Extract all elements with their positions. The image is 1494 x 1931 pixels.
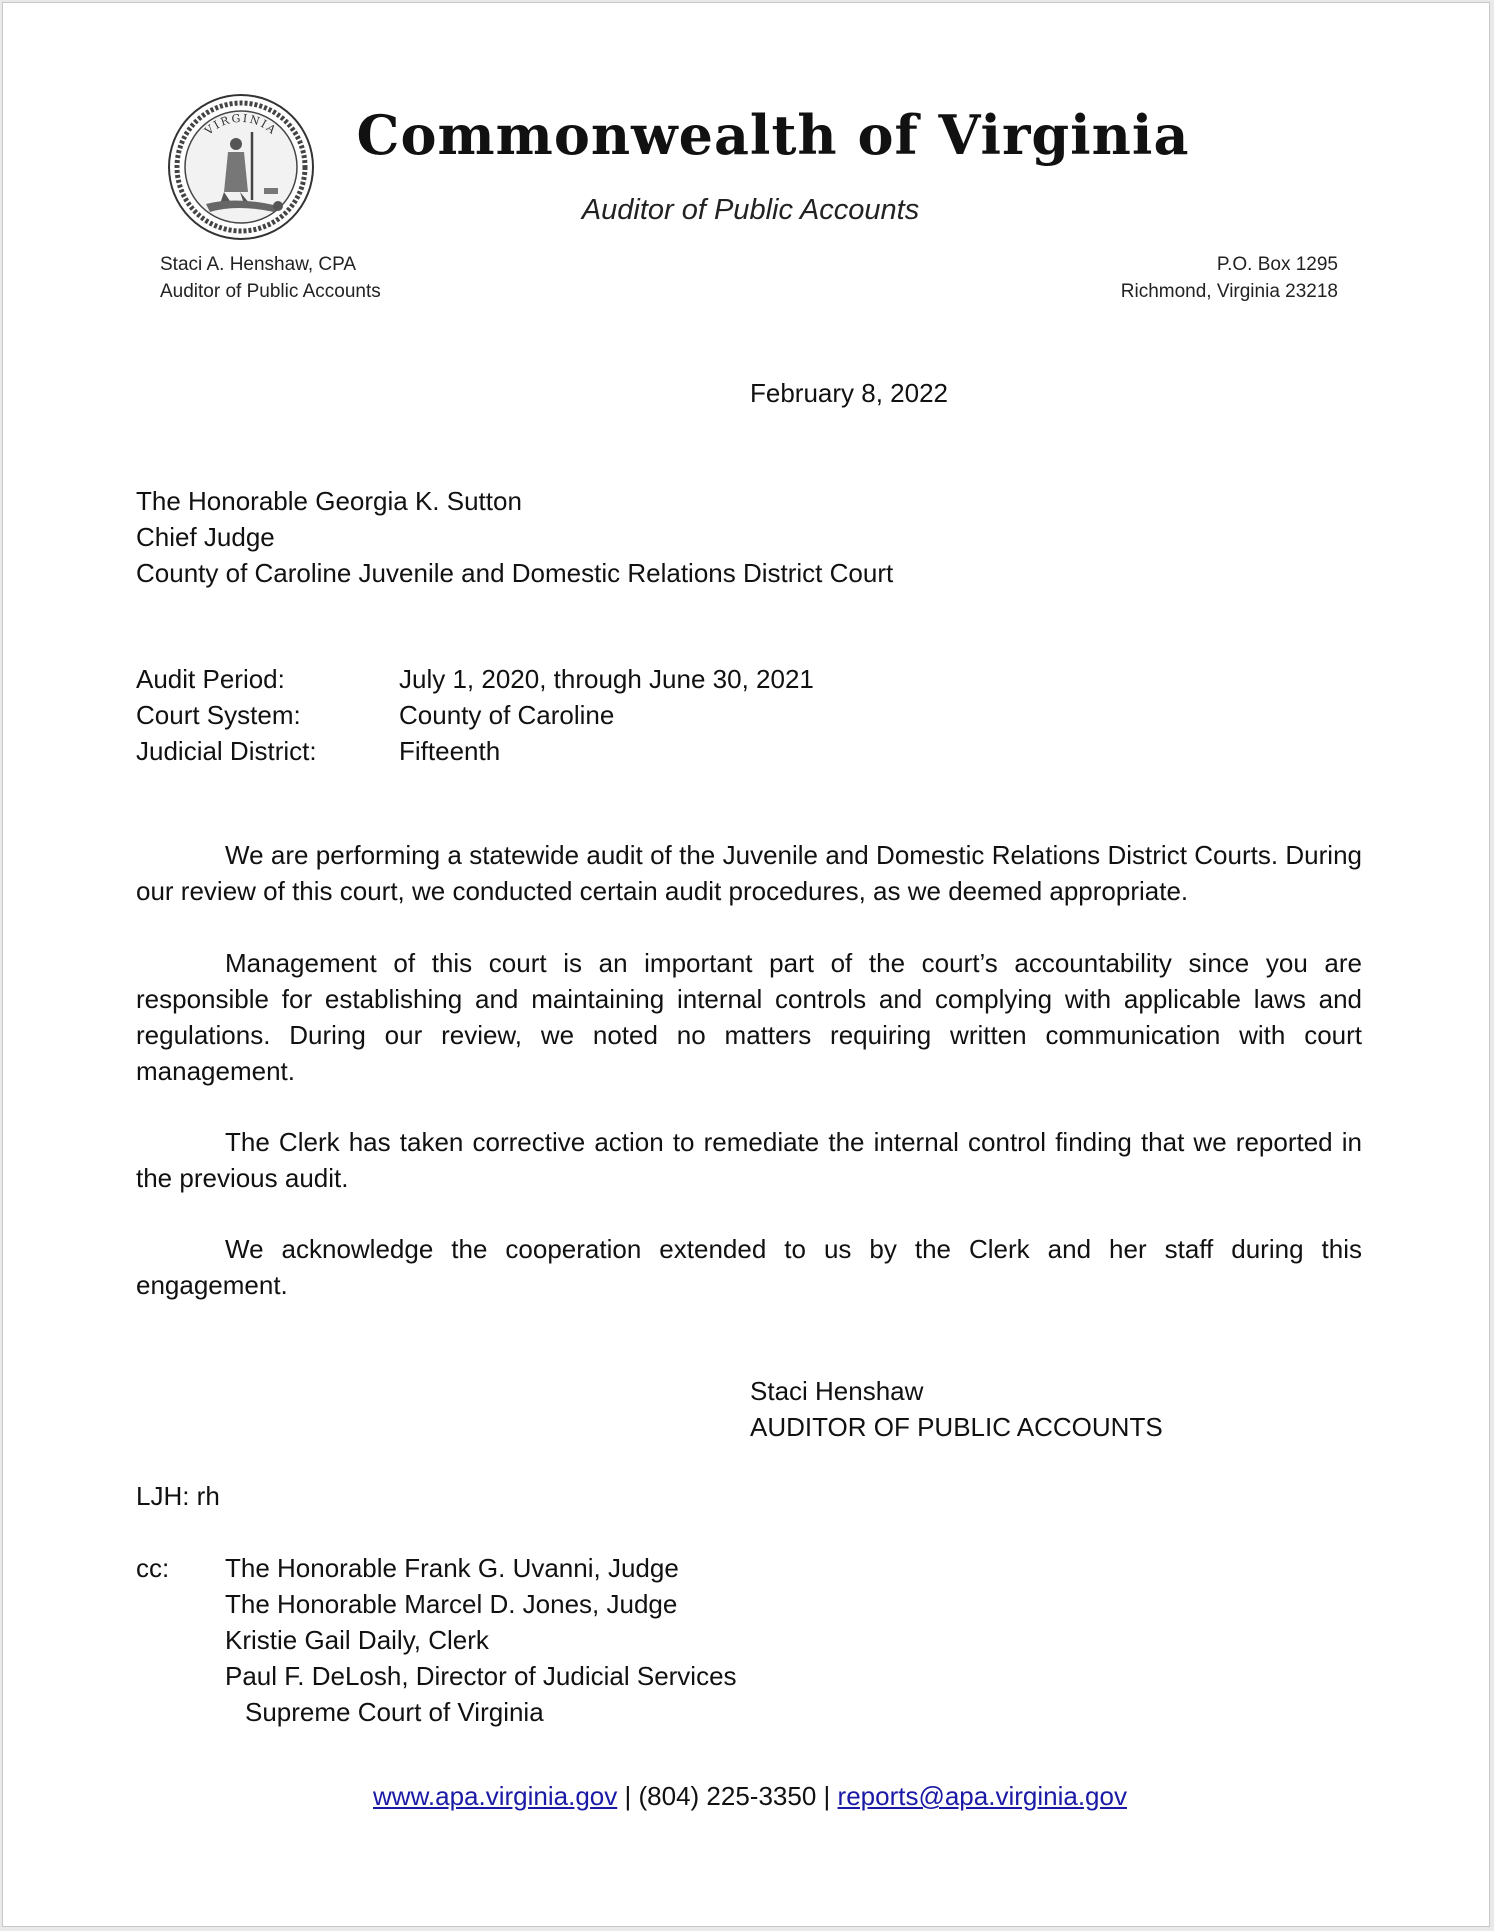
audit-info-label: Judicial District: bbox=[136, 736, 317, 766]
city-state-zip: Richmond, Virginia 23218 bbox=[1120, 281, 1338, 302]
cc-recipient: Paul F. DeLosh, Director of Judicial Services bbox=[225, 1661, 737, 1691]
sender-address bbox=[160, 251, 381, 305]
letter-page bbox=[2, 2, 1490, 1927]
recipient-block bbox=[136, 483, 893, 591]
virginia-seal-icon bbox=[166, 92, 316, 242]
masthead-title: Commonwealth of Virginia bbox=[356, 103, 1190, 167]
footer bbox=[3, 1781, 1494, 1812]
po-box: P.O. Box 1295 bbox=[1216, 254, 1338, 275]
svg-text:VIRGINIA: VIRGINIA bbox=[202, 111, 280, 138]
audit-info-row bbox=[136, 697, 814, 733]
recipient-title: Chief Judge bbox=[136, 522, 275, 552]
signature-block bbox=[750, 1373, 1163, 1445]
body-paragraph: We acknowledge the cooperation extended to us by the Clerk and her staff during this engagement. bbox=[136, 1234, 1362, 1300]
phone-number: (804) 225-3350 bbox=[638, 1781, 817, 1811]
body-paragraph: Management of this court is an important part of the court’s accountability since you are responsible for establishing and maintaining internal controls and complying with applicable laws and regulations. During our review, we noted no matters requiring written communication with court management. bbox=[136, 948, 1362, 1086]
website-link[interactable]: www.apa.virginia.gov bbox=[373, 1781, 618, 1811]
masthead-subtitle: Auditor of Public Accounts bbox=[581, 194, 920, 226]
audit-info-table bbox=[136, 661, 814, 769]
letter-date: February 8, 2022 bbox=[750, 378, 949, 408]
cc-recipient: The Honorable Marcel D. Jones, Judge bbox=[225, 1589, 678, 1619]
footer-separator: | bbox=[624, 1781, 632, 1811]
cc-list bbox=[225, 1550, 737, 1730]
audit-info-value: Fifteenth bbox=[399, 736, 501, 766]
footer-separator: | bbox=[823, 1781, 831, 1811]
cc-recipient: Kristie Gail Daily, Clerk bbox=[225, 1625, 489, 1655]
body-paragraph: The Clerk has taken corrective action to remediate the internal control finding that we reported in the previous audit. bbox=[136, 1127, 1362, 1193]
mailing-address bbox=[1121, 251, 1338, 305]
recipient-court: County of Caroline Juvenile and Domestic Relations District Court bbox=[136, 558, 894, 588]
recipient-name: The Honorable Georgia K. Sutton bbox=[136, 486, 522, 516]
audit-info-value: July 1, 2020, through June 30, 2021 bbox=[399, 664, 814, 694]
sender-title: Auditor of Public Accounts bbox=[160, 281, 381, 302]
cc-recipient: Supreme Court of Virginia bbox=[245, 1697, 544, 1727]
signer-name: Staci Henshaw bbox=[750, 1376, 924, 1406]
audit-info-row bbox=[136, 733, 814, 769]
reference-initials: LJH: rh bbox=[136, 1481, 220, 1511]
audit-info-row bbox=[136, 661, 814, 697]
email-link[interactable]: reports@apa.virginia.gov bbox=[837, 1781, 1127, 1811]
audit-info-label: Audit Period: bbox=[136, 664, 285, 694]
cc-recipient: The Honorable Frank G. Uvanni, Judge bbox=[225, 1553, 679, 1583]
audit-info-value: County of Caroline bbox=[399, 700, 615, 730]
audit-info-label: Court System: bbox=[136, 700, 301, 730]
sender-name: Staci A. Henshaw, CPA bbox=[160, 254, 357, 275]
signer-title: AUDITOR OF PUBLIC ACCOUNTS bbox=[750, 1412, 1163, 1442]
body-paragraph: We are performing a statewide audit of the Juvenile and Domestic Relations District Courts. During our review of this court, we conducted certain audit procedures, as we deemed appropriate. bbox=[136, 840, 1362, 906]
cc-label: cc: bbox=[136, 1553, 170, 1583]
